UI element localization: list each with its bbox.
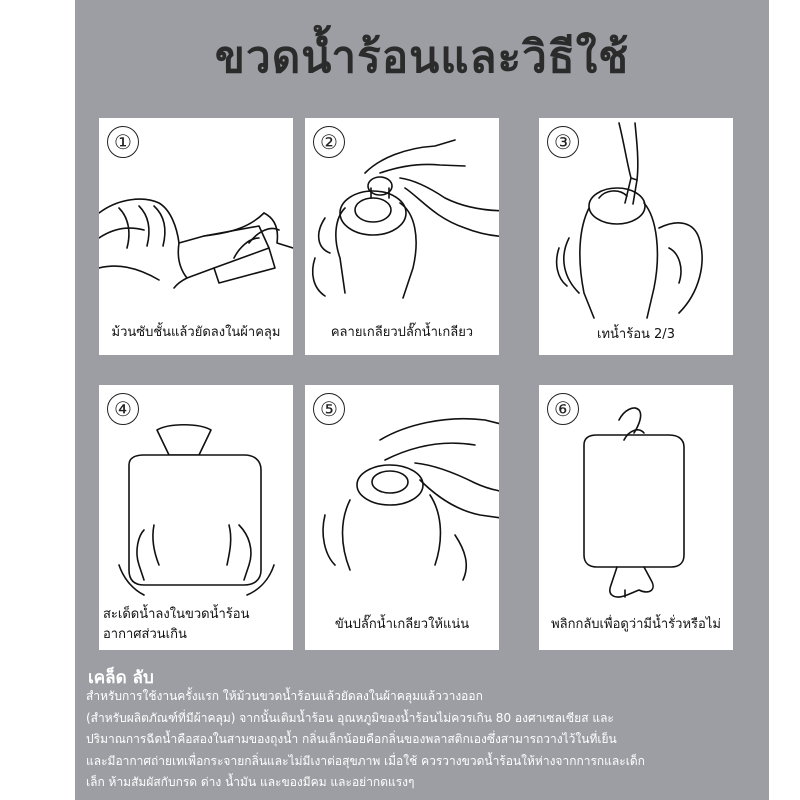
step-caption-4-line-2: อากาศส่วนเกิน [103,627,187,642]
tips-line: ปริมาณการฉีดน้ำคือสองในสามของถุงน้ำ กลิ่นเล็กน้อยคือกลิ่นของพลาสติกเองซึ่งสามารถวางไว้ในที่เย็น [86,732,617,746]
page-title: ขวดน้ำร้อนและวิธีใช้ [214,32,630,83]
step-card-5 [305,385,499,650]
tips-title: เคล็ด ลับ [88,668,154,688]
tips-text [86,686,756,794]
step-caption-4 [99,605,293,645]
tips-line: เล็ก ห้ามสัมผัสกับกรด ด่าง น้ำมัน และของมีคม และอย่ากดแรงๆ [86,775,415,789]
step-number-4: ④ [107,393,139,425]
step-number-6: ⑥ [547,393,579,425]
step-caption-6: พลิกกลับเพื่อดูว่ามีน้ำรั่วหรือไม่ [551,617,721,632]
check-leak-illustration [539,385,733,650]
step-card-2 [305,118,499,355]
step-card-6 [539,385,733,650]
step-caption-3: เทน้ำร้อน 2/3 [597,327,675,342]
step-card-1 [99,118,293,355]
tips-line: และมีอากาศถ่ายเทเพื่อกระจายกลิ่นและไม่มีเงาต่อสุขภาพ เมื่อใช้ ควรวางขวดน้ำร้อนให้ห่างจากการกและเด็ก [86,753,645,768]
step-card-4 [99,385,293,650]
tighten-cap-illustration [305,385,499,650]
step-caption-1: ม้วนซับชั้นแล้วยัดลงในผ้าคลุม [111,325,281,340]
tips-line: (สำหรับผลิตภัณฑ์ที่มีผ้าคลุม) จากนั้นเติมน้ำร้อน อุณหภูมิของน้ำร้อนไม่ควรเกิน 80 องศาเซลเซียส และ [86,710,614,725]
step-card-3 [539,118,733,355]
step-number-2: ② [313,126,345,158]
step-number-3: ③ [547,126,579,158]
step-number-5: ⑤ [313,393,345,425]
step-number-1: ① [107,126,139,158]
step-caption-4-line-1: สะเด็ดน้ำลงในขวดน้ำร้อน [103,607,250,622]
tips-line: สำหรับการใช้งานครั้งแรก ให้ม้วนขวดน้ำร้อนแล้วยัดลงในผ้าคลุมแล้ววางออก [86,689,483,703]
step-caption-2: คลายเกลียวปลั๊กน้ำเกลียว [330,325,474,340]
step-caption-5: ขันปลั๊กน้ำเกลียวให้แน่น [334,617,470,632]
